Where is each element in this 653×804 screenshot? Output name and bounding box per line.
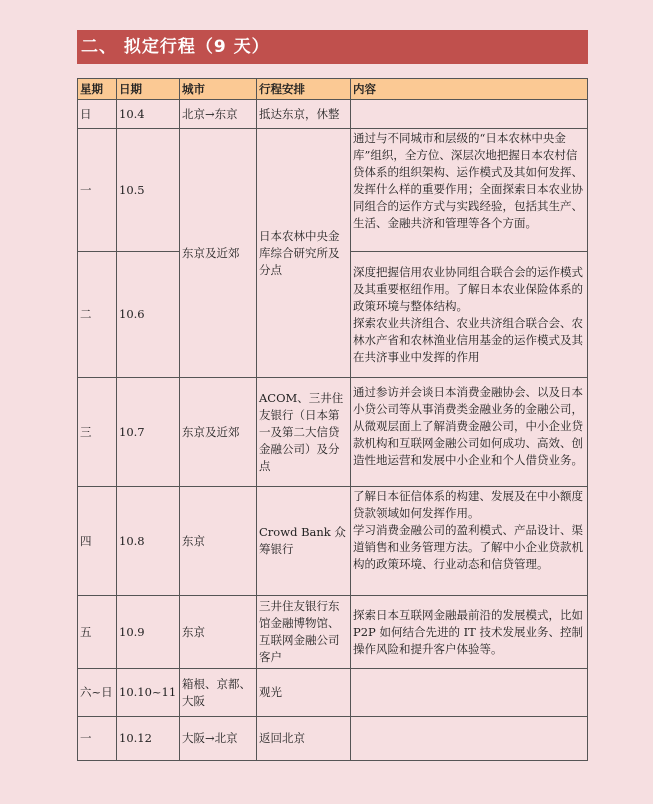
- section-title: 二、 拟定行程（9 天）: [77, 30, 588, 64]
- city-cell: 北京→东京: [180, 100, 257, 129]
- header-city: 城市: [180, 79, 257, 100]
- content-paragraph: 了解日本征信体系的构建、发展及在中小额度贷款领域如何发挥作用。: [353, 489, 583, 520]
- weekday-cell: 四: [78, 487, 117, 596]
- content-cell: [351, 100, 588, 129]
- table-row: [78, 717, 588, 761]
- weekday-cell: 二: [78, 252, 117, 378]
- table-row: [78, 669, 588, 717]
- content-cell: [351, 596, 588, 669]
- content-paragraph: 通过与不同城市和层级的“日本农林中央金库”组织，全方位、深层次地把握日本农村信贷体系的组织架构、运作模式及其如何发挥、发挥什么样的重要作用；全面探索日本农业协同组合的运作方式与实践经验，包括其生产、生活、金融共济和管理等各个方面。: [353, 131, 583, 230]
- content-cell: [351, 717, 588, 761]
- city-cell: 东京及近郊: [180, 129, 257, 378]
- city-cell: 东京及近郊: [180, 378, 257, 487]
- content-cell: [351, 378, 588, 487]
- weekday-cell: 一: [78, 717, 117, 761]
- weekday-cell: 六~日: [78, 669, 117, 717]
- city-cell: 箱根、京都、大阪: [180, 669, 257, 717]
- content-paragraph: 学习消费金融公司的盈利模式、产品设计、渠道销售和业务管理方法。了解中小企业贷款机构的政策环境、行业动态和信贷管理。: [353, 523, 583, 571]
- schedule-cell: Crowd Bank 众筹银行: [257, 487, 351, 596]
- content-paragraph: 探索日本互联网金融最前沿的发展模式，比如 P2P 如何结合先进的 IT 技术发展业务、控制操作风险和提升客户体验等。: [353, 607, 583, 656]
- header-weekday: 星期: [78, 79, 117, 100]
- table-row: [78, 129, 588, 252]
- content-paragraph: 深度把握信用农业协同组合联合会的运作模式及其重要枢纽作用。了解日本农业保险体系的政策环境与整体结构。: [353, 265, 583, 313]
- schedule-cell: 抵达东京，休整: [257, 100, 351, 129]
- itinerary-table: [77, 78, 588, 761]
- header-content: 内容: [351, 79, 588, 100]
- date-cell: 10.5: [117, 129, 180, 252]
- schedule-cell: 观光: [257, 669, 351, 717]
- schedule-cell: 三井住友银行东馆金融博物馆、互联网金融公司客户: [257, 596, 351, 669]
- content-cell: [351, 669, 588, 717]
- schedule-cell: 日本农林中央金库综合研究所及分点: [257, 129, 351, 378]
- weekday-cell: 三: [78, 378, 117, 487]
- date-cell: 10.6: [117, 252, 180, 378]
- table-row: [78, 378, 588, 487]
- weekday-cell: 五: [78, 596, 117, 669]
- date-cell: 10.7: [117, 378, 180, 487]
- table-header-row: [78, 79, 588, 100]
- city-cell: 东京: [180, 487, 257, 596]
- table-row: [78, 596, 588, 669]
- content-cell: [351, 487, 588, 596]
- table-row: [78, 487, 588, 596]
- date-cell: 10.8: [117, 487, 180, 596]
- city-cell: 大阪→北京: [180, 717, 257, 761]
- content-cell: [351, 129, 588, 252]
- date-cell: 10.9: [117, 596, 180, 669]
- date-cell: 10.12: [117, 717, 180, 761]
- content-cell: [351, 252, 588, 378]
- header-schedule: 行程安排: [257, 79, 351, 100]
- date-cell: 10.4: [117, 100, 180, 129]
- content-paragraph: 通过参访并会谈日本消费金融协会、以及日本小贷公司等从事消费类金融业务的金融公司，从微观层面上了解消费金融公司，中小企业贷款机构和互联网金融公司如何成功、高效、创造性地运营和发展中小企业和个人借贷业务。: [353, 385, 583, 467]
- weekday-cell: 日: [78, 100, 117, 129]
- header-date: 日期: [117, 79, 180, 100]
- date-cell: 10.10~11: [117, 669, 180, 717]
- table-row: [78, 100, 588, 129]
- city-cell: 东京: [180, 596, 257, 669]
- content-paragraph: 探索农业共济组合、农业共济组合联合会、农林水产省和农林渔业信用基金的运作模式及其在共济事业中发挥的作用: [353, 316, 583, 364]
- weekday-cell: 一: [78, 129, 117, 252]
- schedule-cell: ACOM、三井住友银行（日本第一及第二大信贷金融公司）及分点: [257, 378, 351, 487]
- schedule-cell: 返回北京: [257, 717, 351, 761]
